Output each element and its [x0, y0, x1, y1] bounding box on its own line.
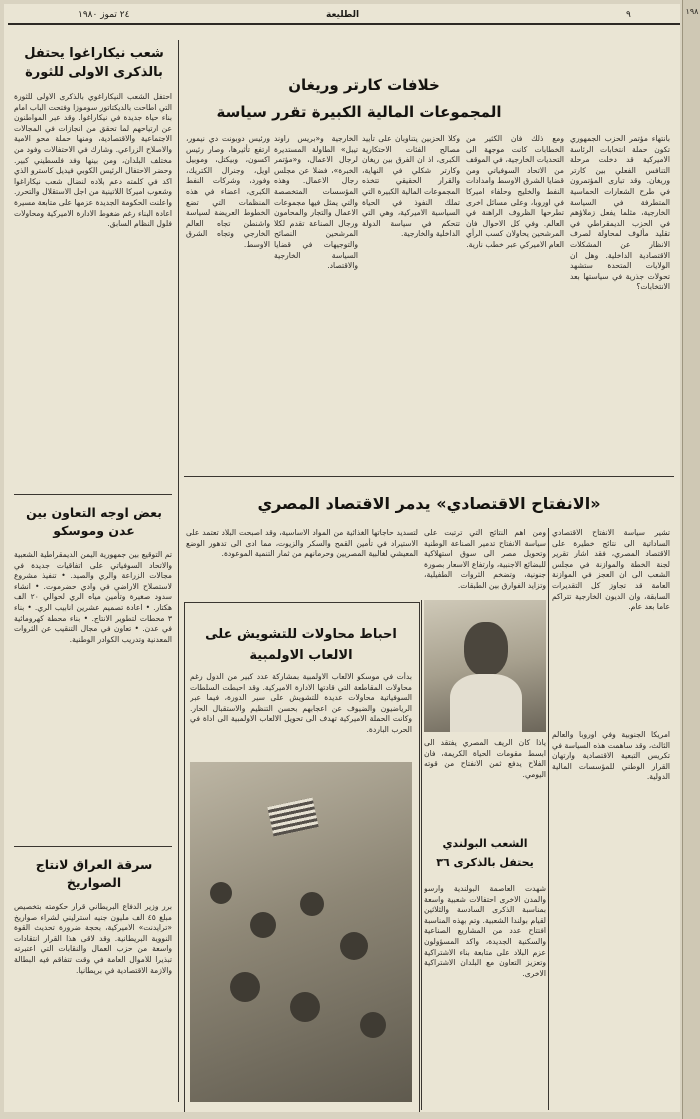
athlete-figure — [360, 1012, 386, 1038]
athlete-figure — [230, 972, 260, 1002]
infitah-body-col-1: تشير سياسة الانفتاح الاقتصادي الساداتية الى نتائج خطيرة على الاقتصاد المصري، فقد اشار تقرير لجنة الخطة والموازنة في مجلس الشعب الى ان العجز في الموازنة العامة قد تجاوز كل التقديرات السابقة، وان الديون الخارجية تتراكم عاما بعد عام. — [552, 528, 670, 612]
portrait-head — [464, 622, 508, 676]
masthead — [8, 8, 680, 25]
adjacent-page-date: ١٩٨ — [685, 7, 699, 16]
lead-body-col-5: ورئيس دوبونت دي نيمور، ارتفع تأثيرها، وصار رئيس اكسون، وبيكتل، وموبيل اويل، وجنرال الكتريك، وفورد، وشركات النفط الكبرى، اعضاء في هذه المنظمات التي تضع الخطوط العريضة لسياسة واشنطن تجاه العالم الخارجي وتجاه الشرق الاوسط. — [186, 134, 270, 249]
athlete-figure — [210, 882, 232, 904]
masthead-page-number: ٩ — [626, 10, 631, 20]
nicaragua-body: احتفل الشعب النيكاراغوي بالذكرى الاولى للثورة التي اطاحت بالديكتاتور سوموزا وفتحت الباب امام بناء حياة جديدة في نيكاراغوا. وقد عبر المواطنون عن ارتياحهم لما تحقق من انجازات في المجالات الاجتماعية والاقتصادية، ومنها حملة محو الامية والاصلاح الزراعي. وشارك في الاحتفالات وفود من مختلف البلدان، ومن بينها وفد فلسطيني كبير. وحضر الاحتفال الرئيس الكوبي فيديل كاسترو الذي اكد في كلمته دعم بلاده لنضال شعب نيكاراغوا وشعوب اميركا اللاتينية من اجل الاستقلال والتحرر. واعلنت الحكومة الجديدة عزمها على متابعة مسيرة اعادة البناء رغم ضغوط الادارة الاميركية ومحاولات فلول النظام السابق. — [14, 92, 172, 229]
nicaragua-headline: شعب نيكاراغوا يحتفل بالذكرى الاولى للثورة — [24, 46, 164, 80]
lead-body-col-1: بانتهاء مؤتمر الحزب الجمهوري تكون حملة انتخابات الرئاسة الاميركية قد دخلت مرحلة التنافس الفعلي بين كارتر وريغان. وقد تبارى المؤتمرون في طرح الشعارات الحماسية المتطرفة في السياسة الخارجية، مثلما يفعل زملاؤهم في الحزب الديمقراطي في تقليد مألوف لمحاولة لصرف الانظار عن المشكلات الاقتصادية الداخلية. وهل ان الولايات المتحدة ستشهد تحولات جذرية في سياستها بعد الانتخابات؟ — [570, 134, 670, 292]
masthead-date: ٢٤ تموز ١٩٨٠ — [78, 10, 130, 20]
infitah-body-col-2: ومن اهم النتائج التي ترتبت على سياسة الانفتاح تدمير الصناعة الوطنية وتحويل مصر الى سوق استهلاكية للبضائع الاجنبية، وارتفاع الاسعار بصورة جنونية، وتضخم الثروات الطفيلية، وتزايد الفوارق بين الطبقات. — [424, 528, 546, 590]
lead-body-col-3: وكلا الحزبين يتناوبان على تأييد مصالح الفئات الاحتكارية الكبرى، اذ ان الفرق بين ريغان وكارتر شكلي في النهاية، والقرار الحقيقي تتخذه المجموعات المالية الكبيرة التي تملك النفوذ في الحياة السياسية الاميركية، وهي التي تتحكم في سياسة الدولة الداخلية والخارجية. — [362, 134, 460, 239]
column-rule — [421, 600, 422, 1110]
athlete-figure — [250, 912, 276, 938]
poland-body: شهدت العاصمة البولندية وارسو والمدن الاخرى احتفالات شعبية واسعة بمناسبة الذكرى السادسة والثلاثين لقيام بولندا الشعبية. وتم بهذه المناسبة افتتاح عدد من المشاريع الصناعية والسكنية الجديدة، واكد المسؤولون عزم البلاد على متابعة بناء الاشتراكية وتعزيز التعاون مع البلدان الاشتراكية الاخرى. — [424, 884, 546, 978]
missile-body: برر وزير الدفاع البريطاني قرار حكومته بتخصيص مبلغ ٤٥ الف مليون جنيه استرليني لشراء صواريخ «ترايدنت» الاميركية، بحجة ضرورة تحديث القوة النووية البريطانية. وقد لاقى هذا القرار انتقادات واسعة من حزب العمال والنقابات التي اعتبرته تبذيرا للاموال العامة في وقت تتفاقم فيه البطالة والازمة الاقتصادية في بريطانيا. — [14, 902, 172, 975]
infitah-body-col-3: لتسديد حاجاتها الغذائية من المواد الاساسية، وقد اصبحت البلاد تعتمد على الاستيراد في تأمين القمح والسكر والزيوت، مما ادى الى تدهور الوضع المعيشي لغالبية المصريين وحرمانهم من ثمار التنمية الموعودة. — [186, 528, 418, 559]
infitah-headline: «الانفتاح الاقتصادي» يدمر الاقتصاد المصري — [257, 494, 601, 513]
section-divider — [184, 476, 674, 477]
poland-headline: الشعب البولندي يحتفل بالذكرى ٣٦ — [436, 837, 534, 869]
missile-headline: سرقة العراق لانتاج الصواريخ — [35, 857, 153, 890]
olympics-headline: احباط محاولات للتشويش على الالعاب الاولمبية — [205, 627, 397, 663]
farmer-photo — [424, 600, 546, 732]
lead-headline: المجموعات المالية الكبيرة تقرر سياسة — [216, 103, 502, 121]
masthead-paper-name: الطليعة — [326, 10, 360, 20]
infitah-bottom-col-1: امريكا الجنوبية وفي اوروبا والعالم الثالث، وقد ساهمت هذه السياسة في تكريس التبعية الاقتصادية وارتهان القرار الوطني للمؤسسات المالية الدولية. — [552, 730, 670, 782]
aden-moscow-headline: بعض اوجه التعاون بين عدن وموسكو — [26, 505, 162, 538]
athlete-figure — [290, 992, 320, 1022]
portrait-robe — [450, 674, 522, 732]
column-rule — [178, 40, 179, 1102]
lead-kicker: خلافات كارتر وريغان — [288, 76, 440, 94]
lead-body-col-4: الخارجية و«بريس راوند تيبل» الطاولة المستديرة لرجال الاعمال، و«مؤتمر الخبرة»، فضلا عن مجلس رجال الاعمال. وهذه المؤسسات المتخصصة والتي يمثل فيها مجموعات الاعمال والتجار والمحامون ورجال الصناعة تقدم لكلا المرشحين النصائح والتوجيهات في قضايا السياسة الخارجية والاقتصاد. — [274, 134, 358, 271]
farmer-caption: ياذا كان الريف المصري يفتقد الى ابسط مقومات الحياة الكريمة، فان الفلاح يدفع ثمن الانفتاح من قوته اليومي. — [424, 738, 546, 779]
column-rule — [548, 528, 549, 1110]
aden-moscow-body: تم التوقيع بين جمهورية اليمن الديمقراطية الشعبية والاتحاد السوفياتي على اتفاقيات جديدة في مجالات الزراعة والري والصيد. • تنفيذ مشروع لاستصلاح الاراضي في وادي حضرموت. • انشاء سدود صغيرة وتأمين مياه الري لحوالي ٢٠ الف هكتار. • اعادة تصميم عشرين انابيب الري. • بناء ٣ محطات لتطوير الانتاج. • بناء محطة كهرومائية في عدن. • تعاون في مجال التنقيب عن الثروات المعدنية وتدريب الكوادر الوطنية. — [14, 550, 172, 644]
lead-body-col-2: ومع ذلك فان الكثير من الخطابات كانت موجهة الى التحديات الخارجية، في الموقف من الاتحاد السوفياتي ومن قضايا الشرق الاوسط وامدادات النفط والخليج وحلفاء اميركا في اوروبا، وعلى مسائل اخرى تطرحها الظروف الراهنة في العالم. وفي كل الاحوال فان المرشحين يحاولان كسب الرأي العام الاميركي عبر خطب نارية. — [466, 134, 564, 249]
olympics-body: بدأت في موسكو الالعاب الاولمبية بمشاركة عدد كبير من الدول رغم محاولات المقاطعة التي قادتها الادارة الاميركية. وقد احبطت السلطات السوفياتية محاولات عديدة للتشويش على سير الدورة، فيما عبر الرياضيون والضيوف عن اعجابهم بحسن التنظيم والاستقبال الحار. وكانت الحملة الاميركية تهدف الى تحويل الالعاب الاولمبية الى اداة في الحرب الباردة. — [190, 672, 412, 734]
column-divider — [14, 494, 172, 495]
olympics-photo — [190, 762, 412, 1102]
flag-shape — [267, 798, 318, 837]
adjacent-page-edge — [682, 0, 700, 1119]
athlete-figure — [300, 892, 324, 916]
athlete-figure — [340, 932, 368, 960]
newspaper-page — [4, 4, 680, 1112]
column-divider — [14, 846, 172, 847]
